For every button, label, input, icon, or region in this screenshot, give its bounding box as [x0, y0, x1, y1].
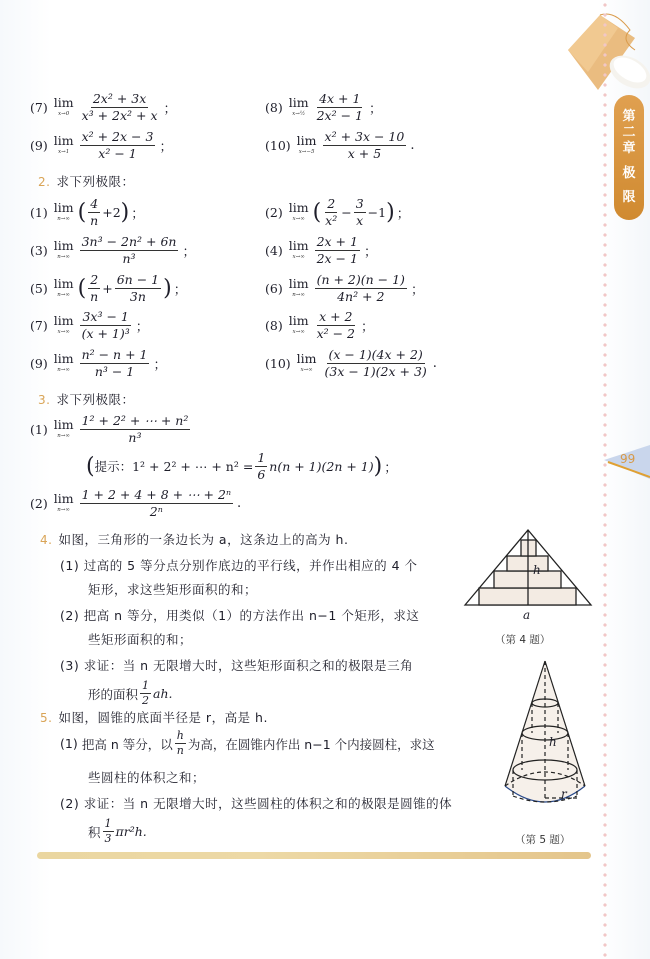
q5-part-1-cont: 些圆柱的体积之和； — [88, 770, 206, 785]
q1-item-9: (9) lim x→1 $\frac{\text{x² + 2x − 3}}{\text{x² − 1}}$ ； — [30, 129, 173, 161]
q4-part-1: (1) 过高的 5 等分点分别作底边的平行线，并作出相应的 4 个 — [60, 558, 418, 573]
q1-item-10: (10) lim x→−5 $\frac{\text{x² + 3x − 10}}{x + 5}$ . — [265, 129, 415, 161]
q5-intro: 5. 如图，圆锥的底面半径是 r，高是 h. — [40, 710, 268, 725]
item-label: (9) — [30, 137, 48, 153]
q4-part-2: (2) 把高 n 等分，用类似（1）的方法作出 n−1 个矩形，求这 — [60, 608, 420, 623]
chapter-tab[interactable] — [614, 95, 644, 220]
triangle-figure — [463, 527, 593, 619]
question-number: 3. — [38, 393, 51, 407]
item-label: (7) — [30, 99, 48, 115]
q2-item-3: (3) lim n→∞ $\frac{\text{3n³ − 2n² + 6n}}{\text{n³}}$ ； — [30, 234, 196, 266]
q4-intro: 4. 如图，三角形的一条边长为 a，这条边上的高为 h. — [40, 532, 349, 547]
chapter-char: 极 — [622, 165, 636, 181]
q1-item-7: (7) lim x→0 $\frac{\text{2x² + 3x}}{\text{x³ + 2x² + x}}$ ； — [30, 91, 177, 123]
q2-item-7: (7) lim x→∞ $\frac{\text{3x³ − 1}}{\text{(x + 1)³}}$ ； — [30, 309, 149, 341]
margin-dots — [603, 0, 607, 959]
q2-item-2: (2) lim x→∞ ( $\frac{2}{\text{x²}}$ − $\frac{3}{x}$ −1 ) ； — [265, 196, 410, 228]
bottom-divider-bar — [37, 852, 591, 859]
q4-part-3: (3) 求证：当 n 无限增大时，这些矩形面积之和的极限是三角 — [60, 658, 414, 673]
figure-5-caption: （第 5 题） — [515, 834, 571, 846]
q2-item-1: (1) lim n→∞ ( $\frac{4}{n}$ +2 ) ； — [30, 196, 145, 228]
question-number: 2. — [38, 175, 51, 189]
q1-item-8: (8) lim x→½ $\frac{4x + 1}{\text{2x² − 1}}$ ； — [265, 91, 382, 123]
q5-part-2: (2) 求证：当 n 无限增大时，这些圆柱的体积之和的极限是圆锥的体 — [60, 796, 453, 811]
q4-part-1-cont: 矩形，求这些矩形面积的和； — [88, 582, 258, 597]
q4-part-3-cont: 形的面积 $\frac{1}{2}$ ah. — [88, 679, 173, 708]
figure-label-h: h — [533, 563, 541, 577]
question-number: 4. — [40, 533, 53, 547]
page-number: 99 — [620, 452, 636, 466]
q3-hint: ( 提示： 1² + 2² + ⋯ + n² = $\frac{1}{6}$ n(n + 1)(2n + 1) ) ； — [86, 450, 398, 482]
q3-item-2: (2) lim n→∞ $\frac{\text{1 + 2 + 4 + 8 + ⋯ + 2ⁿ}}{\text{2ⁿ}}$ . — [30, 487, 242, 519]
q2-heading — [38, 172, 134, 190]
figure-4-caption: （第 4 题） — [495, 634, 551, 646]
q2-item-5: (5) lim n→∞ ( $\frac{2}{n}$ + $\frac{6n - 1}{3n}$ ) ； — [30, 272, 187, 304]
item-label: (10) — [265, 137, 291, 153]
q2-item-4: (4) lim x→∞ $\frac{2x + 1}{2x - 1}$ ； — [265, 234, 377, 266]
question-title: 求下列极限： — [56, 174, 135, 189]
item-label: (8) — [265, 99, 283, 115]
q2-item-6: (6) lim n→∞ $\frac{(n + 2)(n - 1)}{\text{4n² + 2}}$ ； — [265, 272, 424, 304]
figure-label-a: a — [523, 608, 531, 622]
q4-part-2-cont: 些矩形面积的和； — [88, 632, 193, 647]
figure-label-h: h — [549, 735, 557, 749]
question-number: 5. — [40, 711, 53, 725]
chapter-char: 限 — [622, 189, 636, 205]
q3-heading — [38, 390, 134, 408]
q2-item-10: (10) lim x→∞ $\frac{(x - 1)(4x + 2)}{(3x - 1)(2x + 3)}$ . — [265, 347, 437, 379]
q2-item-9: (9) lim n→∞ $\frac{\text{n² − n + 1}}{\text{n³ − 1}}$ ； — [30, 347, 167, 379]
question-title: 求下列极限： — [56, 392, 135, 407]
figure-label-r: r — [561, 787, 567, 801]
cone-figure — [500, 658, 590, 820]
chapter-char: 二 — [622, 125, 636, 141]
chapter-char: 章 — [622, 141, 636, 157]
q3-item-1: (1) lim n→∞ $\frac{\text{1² + 2² + ⋯ + n²}}{\text{n³}}$ — [30, 413, 189, 445]
q5-part-1: (1) 把高 n 等分，以 $\frac{h}{n}$ 为高，在圆锥内作出 n−1 个内接圆柱，求这 — [60, 729, 435, 758]
chapter-char: 第 — [622, 108, 636, 124]
q2-item-8: (8) lim x→∞ $\frac{x + 2}{\text{x² − 2}}$ ； — [265, 309, 375, 341]
q5-part-2-cont: 积 $\frac{1}{3}$ πr²h. — [88, 817, 147, 846]
